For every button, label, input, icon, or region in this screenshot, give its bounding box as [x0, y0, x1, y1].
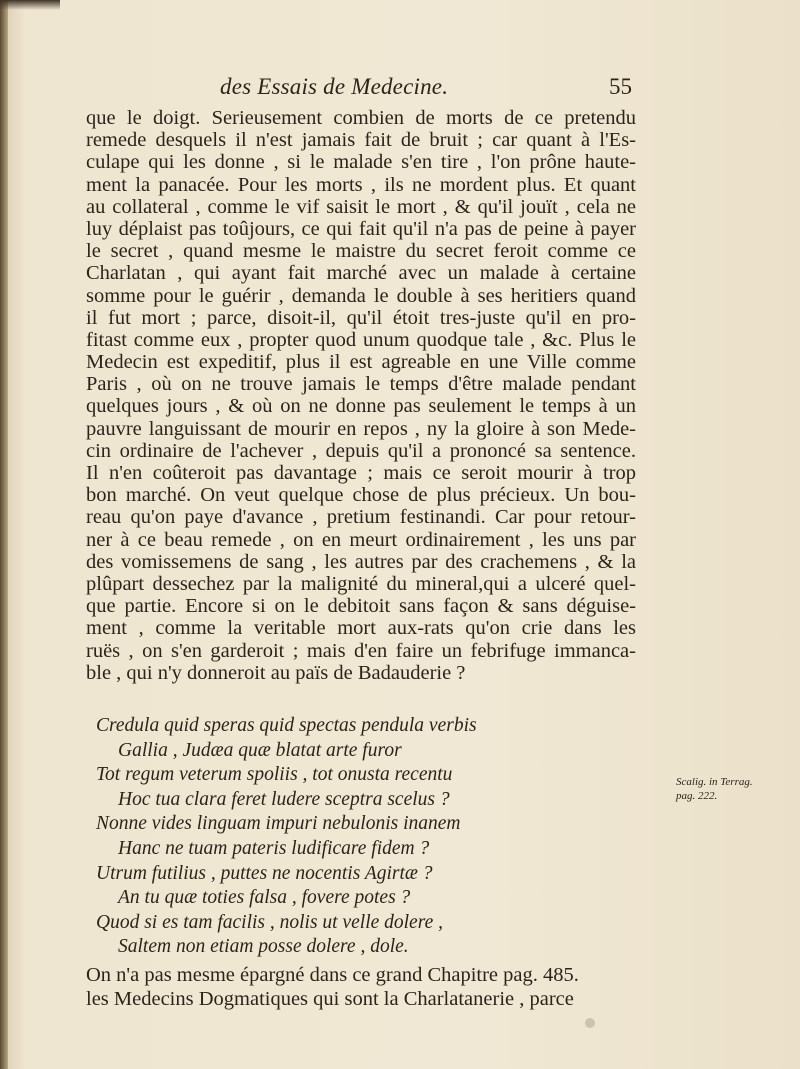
body-line: que le doigt. Serieusement combien de morts de ce pretendu — [86, 107, 636, 129]
body-line: plûpart dessechez par la malignité du mineral,qui a ulceré quel- — [86, 572, 636, 595]
closing-paragraph — [86, 963, 636, 1011]
body-line: cin ordinaire de l'achever , depuis qu'il a prononcé sa sentence. — [86, 439, 636, 462]
body-line: ment , comme la veritable mort aux-rats qu'on crie dans les — [86, 617, 636, 640]
page-header — [220, 74, 632, 104]
body-line: culape qui les donne , si le malade s'en tire , l'on prône haute- — [86, 151, 636, 174]
body-line: reau qu'on paye d'avance , pretium festinandi. Car pour retour- — [86, 506, 636, 529]
body-line: ment la panacée. Pour les morts , ils ne mordent plus. Et quant — [86, 173, 636, 196]
closing-line: les Medecins Dogmatiques qui sont la Charlatanerie , parce — [86, 988, 574, 1010]
body-line: au collateral , comme le vif saisit le mort , & qu'il jouït , cela ne — [86, 195, 636, 218]
body-line: quelques jours , & où on ne donne pas seulement le temps à un — [86, 395, 636, 418]
latin-verse — [96, 714, 526, 960]
body-line: pauvre languissant de mourir en repos , ny la gloire à son Mede- — [86, 417, 636, 440]
body-paragraph — [86, 107, 636, 684]
margin-note — [676, 775, 786, 803]
body-line: Il n'en coûteroit pas davantage ; mais ce seroit mourir à trop — [86, 462, 636, 484]
verse-line: Hanc ne tuam pateris ludificare fidem ? — [118, 837, 430, 859]
page-top-shadow — [0, 0, 60, 10]
verse-line: An tu quæ toties falsa , fovere potes ? — [118, 887, 411, 909]
body-line: il fut mort ; parce, disoit-il, qu'il étoit tres-juste qu'il en pro- — [86, 306, 636, 329]
body-line: luy déplaist pas toûjours, ce qui fait qu'il n'a pas de peine à payer — [86, 217, 636, 240]
page-binding-edge — [0, 0, 8, 1069]
body-line: remede desquels il n'est jamais fait de bruit ; car quant à l'Es- — [86, 129, 636, 152]
body-line: Paris , où on ne trouve jamais le temps d'être malade pendant — [86, 373, 636, 396]
body-line: Charlatan , qui ayant fait marché avec un malade à certaine — [86, 262, 636, 285]
verse-line: Credula quid speras quid spectas pendula verbis — [96, 715, 477, 736]
page-number: 55 — [609, 74, 632, 99]
ink-smudge — [585, 1018, 595, 1028]
body-line: bon marché. On veut quelque chose de plus précieux. Un bou- — [86, 484, 636, 507]
body-line: que partie. Encore si on le debitoit sans façon & sans déguise- — [86, 595, 636, 618]
body-line: des vomissemens de sang , les autres par des crachemens , & la — [86, 550, 636, 573]
body-line: le secret , quand mesme le maistre du secret feroit comme ce — [86, 240, 636, 263]
margin-note-page: pag. 222. — [676, 790, 718, 802]
body-line: ble , qui n'y donneroit au païs de Badauderie ? — [86, 661, 466, 684]
verse-line: Nonne vides linguam impuri nebulonis inanem — [96, 813, 461, 835]
body-line: ner à ce beau remede , on en meurt ordinairement , les uns par — [86, 528, 636, 551]
verse-line: Quod si es tam facilis , nolis ut velle dolere , — [96, 911, 443, 933]
running-title: des Essais de Medecine. — [220, 74, 449, 99]
body-line: Medecin est expeditif, plus il est agreable en une Ville comme — [86, 351, 636, 374]
closing-line: On n'a pas mesme épargné dans ce grand Chapitre pag. 485. — [86, 964, 579, 986]
verse-line: Hoc tua clara feret ludere sceptra scelus ? — [118, 788, 450, 810]
body-line: fitast comme eux , propter quod unum quodque tale , &c. Plus le — [86, 328, 636, 351]
body-line: ruës , on s'en garderoit ; mais d'en faire un febrifuge immanca- — [86, 639, 636, 662]
verse-line: Tot regum veterum spoliis , tot onusta recentu — [96, 764, 453, 786]
verse-line: Utrum futilius , puttes ne nocentis Agirtæ ? — [96, 862, 433, 884]
verse-line: Saltem non etiam posse dolere , dole. — [118, 936, 409, 958]
margin-note-source: Scalig. in Terrag. — [676, 776, 753, 788]
body-line: somme pour le guérir , demanda le double à ses heritiers quand — [86, 284, 636, 307]
verse-line: Gallia , Judæa quæ blatat arte furor — [118, 739, 402, 761]
